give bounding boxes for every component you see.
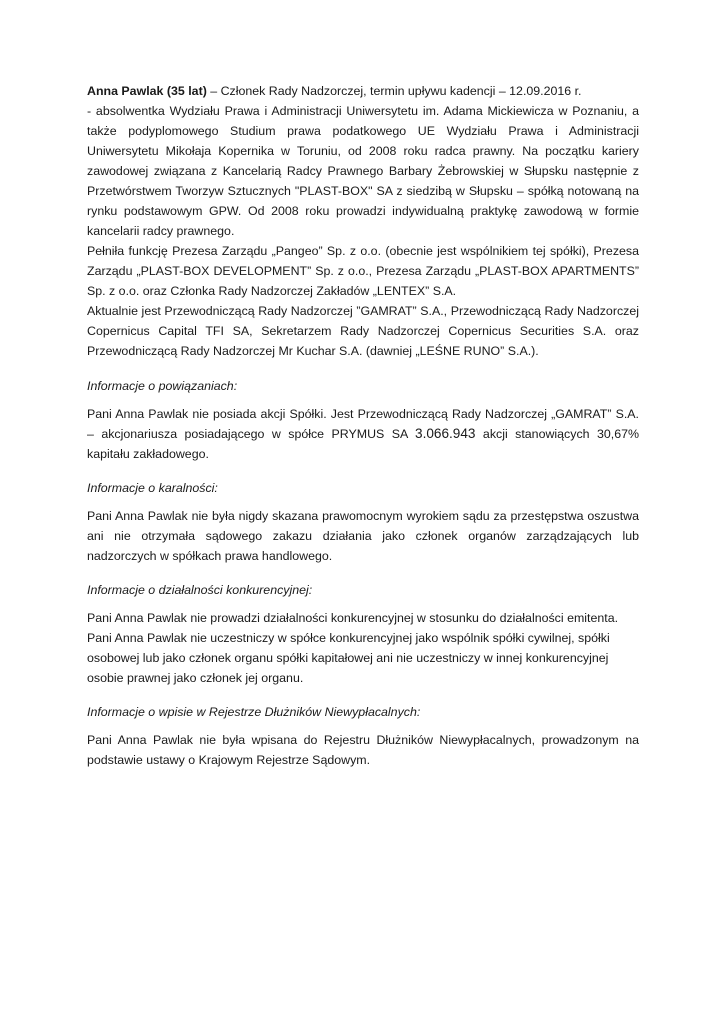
competition-heading: Informacje o działalności konkurencyjnej: [87,583,313,597]
criminal-heading: Informacje o karalności: [87,481,218,495]
connections-text-before: Pani Anna Pawlak nie posiada akcji Spółki. Jest Przewodniczącą Rady Nadzorczej „GAMRAT” S.A. – akcjonariusza posiadającego w spółce PRYMUS SA [87,407,639,441]
criminal-paragraph: Pani Anna Pawlak nie była nigdy skazana prawomocnym wyrokiem sądu za przestępstwa oszustwa ani nie otrzymała sądowego zakazu działania jako członek organów zarządzających lub nadzorczych w spółkach prawa handlowego. [87,509,639,563]
shares-count: 3.066.943 [415,426,476,441]
intro-header [87,81,639,101]
education-paragraph: - absolwentka Wydziału Prawa i Administracji Uniwersytetu im. Adama Mickiewicza w Poznaniu, a także podyplomowego Studium prawa podatkowego UE Wydziału Prawa i Administracji Uniwersytetu Mikołaja Kopernika w Toruniu, od 2008 roku radca prawny. Na początku kariery zawodowej związana z Kancelarią Radcy Prawnego Barbary Żebrowskiej w Słupsku następnie z Przetwórstwem Tworzyw Sztucznych "PLAST-BOX" SA z siedzibą w Słupsku – spółką notowaną na rynku podstawowym GPW. Od 2008 roku prowadzi indywidualną praktykę zawodową w formie kancelarii radcy prawnego. [87,104,639,238]
person-name-age: Anna Pawlak (35 lat) [87,84,207,98]
registry-heading: Informacje o wpisie w Rejestrze Dłużników Niewypłacalnych: [87,705,421,719]
current-positions-paragraph: Aktualnie jest Przewodniczącą Rady Nadzorczej ”GAMRAT” S.A., Przewodniczącą Rady Nadzorczej Copernicus Capital TFI SA, Sekretarzem Rady Nadzorczej Copernicus Securities S.A. oraz Przewodniczącą Rady Nadzorczej Mr Kuchar S.A. (dawniej „LEŚNE RUNO” S.A.). [87,304,639,358]
document-page [87,81,639,770]
competition-paragraph: Pani Anna Pawlak nie prowadzi działalności konkurencyjnej w stosunku do działalności emitenta. Pani Anna Pawlak nie uczestniczy w spółce konkurencyjnej jako wspólnik spółki cywilnej, spółki osobowej lub jako członek organu spółki kapitałowej ani nie uczestniczy w innej konkurencyjnej osobie prawnej jako członek jej organu. [87,611,619,685]
connections-text-after: akcji stanowiących 30,67% kapitału zakładowego. [87,427,639,461]
functions-paragraph: Pełniła funkcję Prezesa Zarządu „Pangeo” Sp. z o.o. (obecnie jest wspólnikiem tej spółki), Prezesa Zarządu „PLAST-BOX DEVELOPMENT” Sp. z o.o., Prezesa Zarządu „PLAST-BOX APARTMENTS” Sp. z o.o. oraz Członka Rady Nadzorczej Zakładów „LENTEX” S.A. [87,244,639,298]
connections-paragraph [87,404,639,464]
registry-paragraph: Pani Anna Pawlak nie była wpisana do Rejestru Dłużników Niewypłacalnych, prowadzonym na podstawie ustawy o Krajowym Rejestrze Sądowym. [87,733,639,767]
person-role: – Członek Rady Nadzorczej, termin upływu kadencji – 12.09.2016 r. [206,84,582,98]
connections-heading: Informacje o powiązaniach: [87,379,238,393]
